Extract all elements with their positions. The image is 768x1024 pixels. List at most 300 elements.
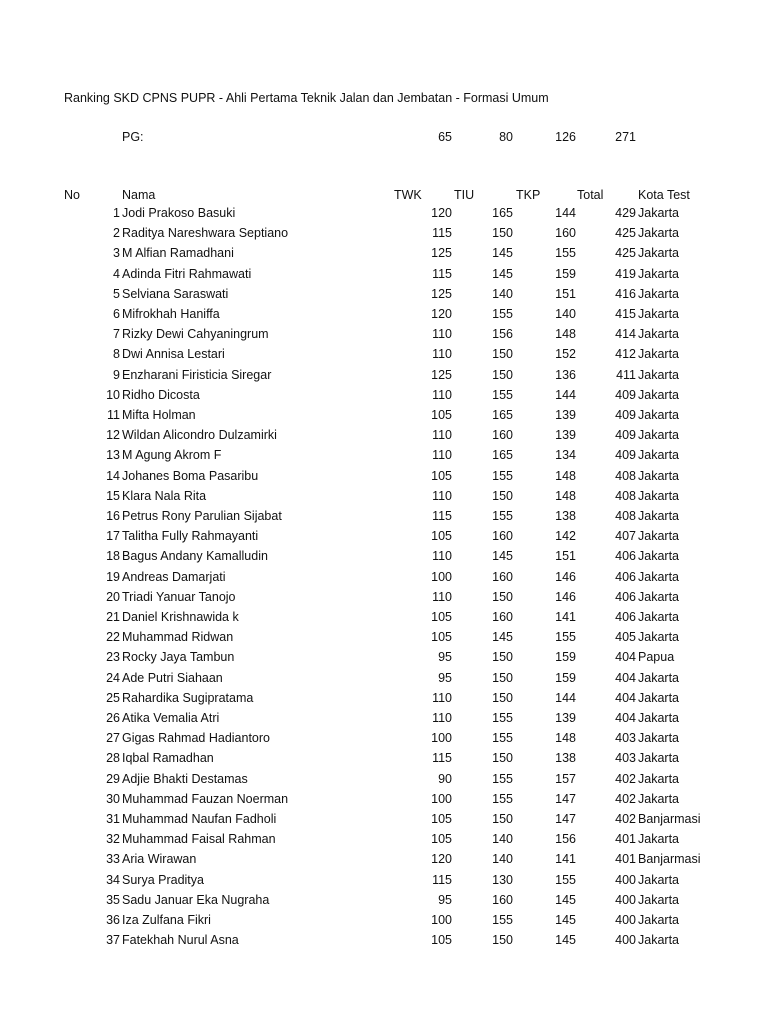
cell-tiu: 165 — [492, 206, 513, 220]
cell-total: 416 — [615, 286, 636, 301]
cell-nama: Gigas Rahmad Hadiantoro — [122, 731, 270, 746]
cell-tiu: 156 — [492, 327, 513, 342]
cell-tkp: 148 — [555, 327, 576, 342]
cell-nama: Iqbal Ramadhan — [122, 751, 214, 766]
cell-kota: Jakarta — [638, 751, 679, 766]
table-row — [0, 893, 768, 911]
cell-kota: Jakarta — [638, 933, 679, 948]
cell-tiu: 155 — [492, 387, 513, 402]
cell-no: 28 — [106, 751, 120, 766]
cell-nama: Ridho Dicosta — [122, 387, 200, 402]
table-row — [0, 711, 768, 729]
cell-twk: 100 — [431, 913, 452, 927]
cell-total: 409 — [615, 448, 636, 463]
cell-nama: Dwi Annisa Lestari — [122, 347, 225, 362]
cell-tkp: 141 — [555, 610, 576, 624]
table-row — [0, 529, 768, 547]
cell-no: 31 — [106, 812, 120, 826]
cell-no: 14 — [106, 468, 120, 483]
cell-total: 406 — [615, 549, 636, 564]
cell-kota: Jakarta — [638, 670, 679, 685]
cell-twk: 110 — [432, 549, 452, 564]
cell-no: 11 — [107, 408, 120, 422]
cell-no: 13 — [106, 448, 120, 463]
cell-twk: 110 — [432, 428, 452, 443]
cell-tkp: 145 — [555, 933, 576, 948]
cell-twk: 105 — [431, 408, 452, 422]
cell-nama: M Agung Akrom F — [122, 448, 222, 463]
cell-kota: Jakarta — [638, 266, 679, 281]
cell-no: 17 — [106, 529, 120, 544]
cell-kota: Jakarta — [638, 913, 679, 927]
cell-kota: Jakarta — [638, 690, 679, 705]
cell-tiu: 155 — [492, 307, 513, 321]
cell-nama: Triadi Yanuar Tanojo — [122, 589, 236, 604]
cell-twk: 115 — [432, 751, 452, 766]
cell-no: 21 — [106, 610, 120, 624]
cell-tiu: 165 — [492, 408, 513, 422]
cell-tkp: 157 — [555, 771, 576, 786]
table-row — [0, 206, 768, 224]
cell-no: 1 — [113, 206, 120, 220]
cell-twk: 125 — [431, 286, 452, 301]
cell-no: 27 — [106, 731, 120, 746]
cell-total: 409 — [615, 428, 636, 443]
cell-no: 7 — [113, 327, 120, 342]
cell-kota: Jakarta — [638, 226, 679, 241]
cell-kota: Jakarta — [638, 468, 679, 483]
cell-twk: 95 — [438, 892, 452, 907]
cell-nama: Aria Wirawan — [122, 852, 197, 867]
cell-tkp: 136 — [555, 367, 576, 382]
cell-tkp: 159 — [555, 670, 576, 685]
cell-total: 407 — [615, 529, 636, 544]
cell-twk: 105 — [431, 630, 452, 645]
table-row — [0, 509, 768, 527]
header-twk: TWK — [394, 188, 422, 202]
cell-total: 406 — [615, 610, 636, 624]
cell-kota: Jakarta — [638, 428, 679, 443]
cell-tiu: 130 — [492, 872, 513, 887]
cell-twk: 110 — [432, 589, 452, 604]
cell-total: 414 — [615, 327, 636, 342]
cell-tiu: 150 — [492, 751, 513, 766]
cell-twk: 105 — [431, 610, 452, 624]
cell-total: 409 — [615, 408, 636, 422]
table-row — [0, 772, 768, 790]
cell-tkp: 151 — [555, 286, 576, 301]
cell-total: 411 — [616, 367, 636, 382]
cell-kota: Jakarta — [638, 246, 679, 261]
table-row — [0, 792, 768, 810]
cell-twk: 120 — [431, 206, 452, 220]
cell-no: 16 — [106, 509, 120, 523]
cell-nama: Ade Putri Siahaan — [122, 670, 223, 685]
table-row — [0, 852, 768, 870]
cell-no: 35 — [106, 892, 120, 907]
cell-tkp: 139 — [555, 428, 576, 443]
cell-no: 29 — [106, 771, 120, 786]
cell-nama: Muhammad Naufan Fadholi — [122, 812, 277, 826]
table-row — [0, 489, 768, 507]
table-row — [0, 287, 768, 305]
cell-tkp: 141 — [555, 852, 576, 867]
cell-tkp: 156 — [555, 832, 576, 847]
table-row — [0, 731, 768, 749]
cell-no: 8 — [113, 347, 120, 362]
cell-tiu: 155 — [492, 791, 513, 806]
cell-no: 36 — [106, 913, 120, 927]
cell-kota: Jakarta — [638, 589, 679, 604]
header-no: No — [64, 188, 80, 202]
header-kota: Kota Test — [638, 188, 690, 202]
cell-nama: Sadu Januar Eka Nugraha — [122, 892, 270, 907]
cell-nama: Wildan Alicondro Dulzamirki — [122, 428, 277, 443]
cell-no: 20 — [106, 589, 120, 604]
cell-twk: 110 — [432, 690, 452, 705]
cell-nama: Mifrokhah Haniffa — [122, 307, 220, 321]
cell-tiu: 155 — [492, 509, 513, 523]
cell-total: 406 — [615, 569, 636, 584]
table-row — [0, 630, 768, 648]
cell-tkp: 159 — [555, 650, 576, 665]
cell-kota: Jakarta — [638, 610, 679, 624]
cell-kota: Jakarta — [638, 347, 679, 362]
cell-no: 30 — [106, 791, 120, 806]
table-row — [0, 267, 768, 285]
cell-kota: Jakarta — [638, 327, 679, 342]
cell-twk: 105 — [431, 468, 452, 483]
cell-tkp: 140 — [555, 307, 576, 321]
cell-twk: 100 — [431, 731, 452, 746]
cell-twk: 115 — [432, 872, 452, 887]
cell-nama: Johanes Boma Pasaribu — [122, 468, 259, 483]
cell-nama: Surya Praditya — [122, 872, 204, 887]
cell-total: 429 — [615, 206, 636, 220]
cell-tkp: 148 — [555, 488, 576, 503]
cell-kota: Jakarta — [638, 872, 679, 887]
table-row — [0, 549, 768, 567]
table-row — [0, 408, 768, 426]
table-row — [0, 246, 768, 264]
cell-kota: Banjarmasi — [638, 812, 701, 826]
cell-tiu: 150 — [492, 690, 513, 705]
table-row — [0, 812, 768, 830]
cell-total: 400 — [615, 872, 636, 887]
cell-tkp: 151 — [555, 549, 576, 564]
cell-total: 402 — [615, 771, 636, 786]
cell-tkp: 144 — [555, 387, 576, 402]
cell-kota: Jakarta — [638, 307, 679, 321]
cell-tkp: 139 — [555, 711, 576, 725]
cell-twk: 90 — [438, 771, 452, 786]
table-row — [0, 873, 768, 891]
cell-nama: Atika Vemalia Atri — [122, 711, 220, 725]
document-title: Ranking SKD CPNS PUPR - Ahli Pertama Teknik Jalan dan Jembatan - Formasi Umum — [64, 91, 549, 105]
cell-no: 24 — [106, 670, 120, 685]
cell-kota: Jakarta — [638, 569, 679, 584]
cell-kota: Jakarta — [638, 387, 679, 402]
table-row — [0, 448, 768, 466]
cell-twk: 105 — [431, 832, 452, 847]
table-row — [0, 610, 768, 628]
cell-tiu: 150 — [492, 488, 513, 503]
cell-tkp: 144 — [555, 206, 576, 220]
cell-kota: Jakarta — [638, 771, 679, 786]
cell-no: 3 — [113, 246, 120, 261]
cell-nama: Muhammad Fauzan Noerman — [122, 791, 289, 806]
cell-total: 404 — [615, 711, 636, 725]
cell-tiu: 150 — [492, 589, 513, 604]
cell-no: 33 — [106, 852, 120, 867]
cell-nama: Rocky Jaya Tambun — [122, 650, 235, 665]
cell-kota: Jakarta — [638, 791, 679, 806]
cell-tkp: 147 — [555, 812, 576, 826]
cell-total: 408 — [615, 468, 636, 483]
cell-tiu: 150 — [492, 367, 513, 382]
cell-tiu: 140 — [492, 832, 513, 847]
cell-twk: 110 — [432, 488, 452, 503]
table-row — [0, 933, 768, 951]
cell-twk: 115 — [432, 266, 452, 281]
cell-tkp: 146 — [555, 589, 576, 604]
cell-total: 400 — [615, 913, 636, 927]
cell-tkp: 155 — [555, 630, 576, 645]
cell-no: 10 — [106, 387, 120, 402]
cell-nama: Daniel Krishnawida k — [122, 610, 239, 624]
cell-tiu: 150 — [492, 812, 513, 826]
cell-kota: Jakarta — [638, 630, 679, 645]
cell-tiu: 145 — [492, 266, 513, 281]
cell-kota: Jakarta — [638, 549, 679, 564]
cell-tkp: 145 — [555, 913, 576, 927]
cell-total: 412 — [615, 347, 636, 362]
cell-twk: 125 — [431, 367, 452, 382]
cell-twk: 125 — [431, 246, 452, 261]
cell-nama: Rizky Dewi Cahyaningrum — [122, 327, 269, 342]
cell-kota: Jakarta — [638, 731, 679, 746]
cell-no: 5 — [113, 286, 120, 301]
cell-kota: Jakarta — [638, 832, 679, 847]
table-row — [0, 428, 768, 446]
table-row — [0, 650, 768, 668]
cell-tkp: 147 — [555, 791, 576, 806]
cell-nama: Fatekhah Nurul Asna — [122, 933, 239, 948]
table-row — [0, 570, 768, 588]
cell-kota: Papua — [638, 650, 675, 665]
cell-twk: 120 — [431, 852, 452, 867]
cell-tiu: 160 — [492, 610, 513, 624]
cell-total: 400 — [615, 933, 636, 948]
cell-no: 6 — [113, 307, 120, 321]
cell-total: 403 — [615, 731, 636, 746]
cell-twk: 100 — [431, 569, 452, 584]
cell-tkp: 160 — [555, 226, 576, 241]
cell-tkp: 155 — [555, 872, 576, 887]
cell-tiu: 140 — [492, 286, 513, 301]
table-row — [0, 307, 768, 325]
table-row — [0, 751, 768, 769]
cell-total: 401 — [615, 852, 636, 867]
pg-label: PG: — [122, 130, 144, 144]
cell-tiu: 145 — [492, 630, 513, 645]
cell-nama: Bagus Andany Kamalludin — [122, 549, 268, 564]
cell-kota: Jakarta — [638, 206, 679, 220]
cell-tiu: 150 — [492, 650, 513, 665]
pg-total: 271 — [615, 130, 636, 144]
cell-no: 19 — [106, 569, 120, 584]
cell-tkp: 152 — [555, 347, 576, 362]
cell-tkp: 139 — [555, 408, 576, 422]
table-row — [0, 347, 768, 365]
cell-no: 34 — [106, 872, 120, 887]
cell-total: 400 — [615, 892, 636, 907]
cell-twk: 110 — [432, 387, 452, 402]
cell-tiu: 150 — [492, 670, 513, 685]
cell-nama: M Alfian Ramadhani — [122, 246, 234, 261]
cell-nama: Iza Zulfana Fikri — [122, 913, 211, 927]
cell-total: 402 — [615, 791, 636, 806]
cell-twk: 110 — [432, 347, 452, 362]
cell-total: 419 — [615, 266, 636, 281]
table-row — [0, 368, 768, 386]
cell-kota: Banjarmasi — [638, 852, 701, 867]
cell-tiu: 155 — [492, 711, 513, 725]
cell-tiu: 160 — [492, 529, 513, 544]
cell-tkp: 138 — [555, 751, 576, 766]
cell-tiu: 145 — [492, 246, 513, 261]
cell-tiu: 150 — [492, 226, 513, 241]
cell-tkp: 138 — [555, 509, 576, 523]
cell-twk: 105 — [431, 529, 452, 544]
cell-tkp: 159 — [555, 266, 576, 281]
cell-tiu: 155 — [492, 913, 513, 927]
cell-no: 23 — [106, 650, 120, 665]
cell-total: 404 — [615, 650, 636, 665]
cell-nama: Adinda Fitri Rahmawati — [122, 266, 252, 281]
cell-total: 415 — [615, 307, 636, 321]
cell-tiu: 155 — [492, 468, 513, 483]
cell-tkp: 145 — [555, 892, 576, 907]
cell-kota: Jakarta — [638, 448, 679, 463]
cell-no: 26 — [106, 711, 120, 725]
pg-twk: 65 — [438, 130, 452, 144]
cell-twk: 105 — [431, 812, 452, 826]
cell-total: 405 — [615, 630, 636, 645]
cell-no: 12 — [106, 428, 120, 443]
cell-nama: Muhammad Faisal Rahman — [122, 832, 276, 847]
cell-kota: Jakarta — [638, 892, 679, 907]
cell-total: 425 — [615, 226, 636, 241]
cell-nama: Talitha Fully Rahmayanti — [122, 529, 259, 544]
cell-no: 15 — [106, 488, 120, 503]
cell-twk: 110 — [432, 448, 452, 463]
cell-nama: Selviana Saraswati — [122, 286, 229, 301]
cell-no: 32 — [106, 832, 120, 847]
cell-tiu: 145 — [492, 549, 513, 564]
header-total: Total — [577, 188, 604, 202]
cell-nama: Enzharani Firisticia Siregar — [122, 367, 272, 382]
table-row — [0, 327, 768, 345]
cell-tkp: 144 — [555, 690, 576, 705]
cell-kota: Jakarta — [638, 529, 679, 544]
cell-tiu: 140 — [492, 852, 513, 867]
header-tkp: TKP — [516, 188, 541, 202]
table-row — [0, 226, 768, 244]
cell-tkp: 155 — [555, 246, 576, 261]
cell-tiu: 150 — [492, 347, 513, 362]
cell-total: 404 — [615, 670, 636, 685]
cell-nama: Klara Nala Rita — [122, 488, 207, 503]
cell-nama: Raditya Nareshwara Septiano — [122, 226, 289, 241]
cell-tiu: 160 — [492, 892, 513, 907]
header-nama: Nama — [122, 188, 156, 202]
cell-total: 425 — [615, 246, 636, 261]
cell-tkp: 148 — [555, 731, 576, 746]
cell-nama: Muhammad Ridwan — [122, 630, 234, 645]
cell-total: 408 — [615, 488, 636, 503]
cell-total: 409 — [615, 387, 636, 402]
cell-total: 406 — [615, 589, 636, 604]
cell-tiu: 160 — [492, 428, 513, 443]
cell-tkp: 142 — [555, 529, 576, 544]
cell-twk: 100 — [431, 791, 452, 806]
table-row — [0, 469, 768, 487]
cell-twk: 105 — [431, 933, 452, 948]
cell-twk: 95 — [438, 670, 452, 685]
cell-twk: 110 — [432, 711, 452, 725]
cell-no: 9 — [113, 367, 120, 382]
cell-total: 408 — [615, 509, 636, 523]
cell-total: 401 — [615, 832, 636, 847]
cell-tiu: 155 — [492, 771, 513, 786]
cell-total: 403 — [615, 751, 636, 766]
table-row — [0, 388, 768, 406]
cell-kota: Jakarta — [638, 488, 679, 503]
cell-nama: Mifta Holman — [122, 408, 196, 422]
cell-twk: 115 — [432, 509, 452, 523]
table-row — [0, 691, 768, 709]
cell-kota: Jakarta — [638, 286, 679, 301]
cell-twk: 120 — [431, 307, 452, 321]
cell-twk: 95 — [438, 650, 452, 665]
cell-no: 4 — [113, 266, 120, 281]
cell-nama: Petrus Rony Parulian Sijabat — [122, 509, 282, 523]
cell-kota: Jakarta — [638, 509, 679, 523]
pg-tiu: 80 — [499, 130, 513, 144]
cell-twk: 115 — [432, 226, 452, 241]
cell-tiu: 165 — [492, 448, 513, 463]
cell-no: 37 — [106, 933, 120, 948]
cell-tkp: 148 — [555, 468, 576, 483]
cell-tiu: 155 — [492, 731, 513, 746]
cell-kota: Jakarta — [638, 711, 679, 725]
table-row — [0, 832, 768, 850]
cell-no: 2 — [113, 226, 120, 241]
cell-no: 22 — [106, 630, 120, 645]
table-row — [0, 671, 768, 689]
cell-nama: Andreas Damarjati — [122, 569, 226, 584]
cell-twk: 110 — [432, 327, 452, 342]
cell-tiu: 160 — [492, 569, 513, 584]
cell-no: 25 — [106, 690, 120, 705]
cell-kota: Jakarta — [638, 408, 679, 422]
cell-tkp: 134 — [555, 448, 576, 463]
cell-nama: Rahardika Sugipratama — [122, 690, 254, 705]
header-tiu: TIU — [454, 188, 475, 202]
cell-no: 18 — [106, 549, 120, 564]
cell-total: 404 — [615, 690, 636, 705]
